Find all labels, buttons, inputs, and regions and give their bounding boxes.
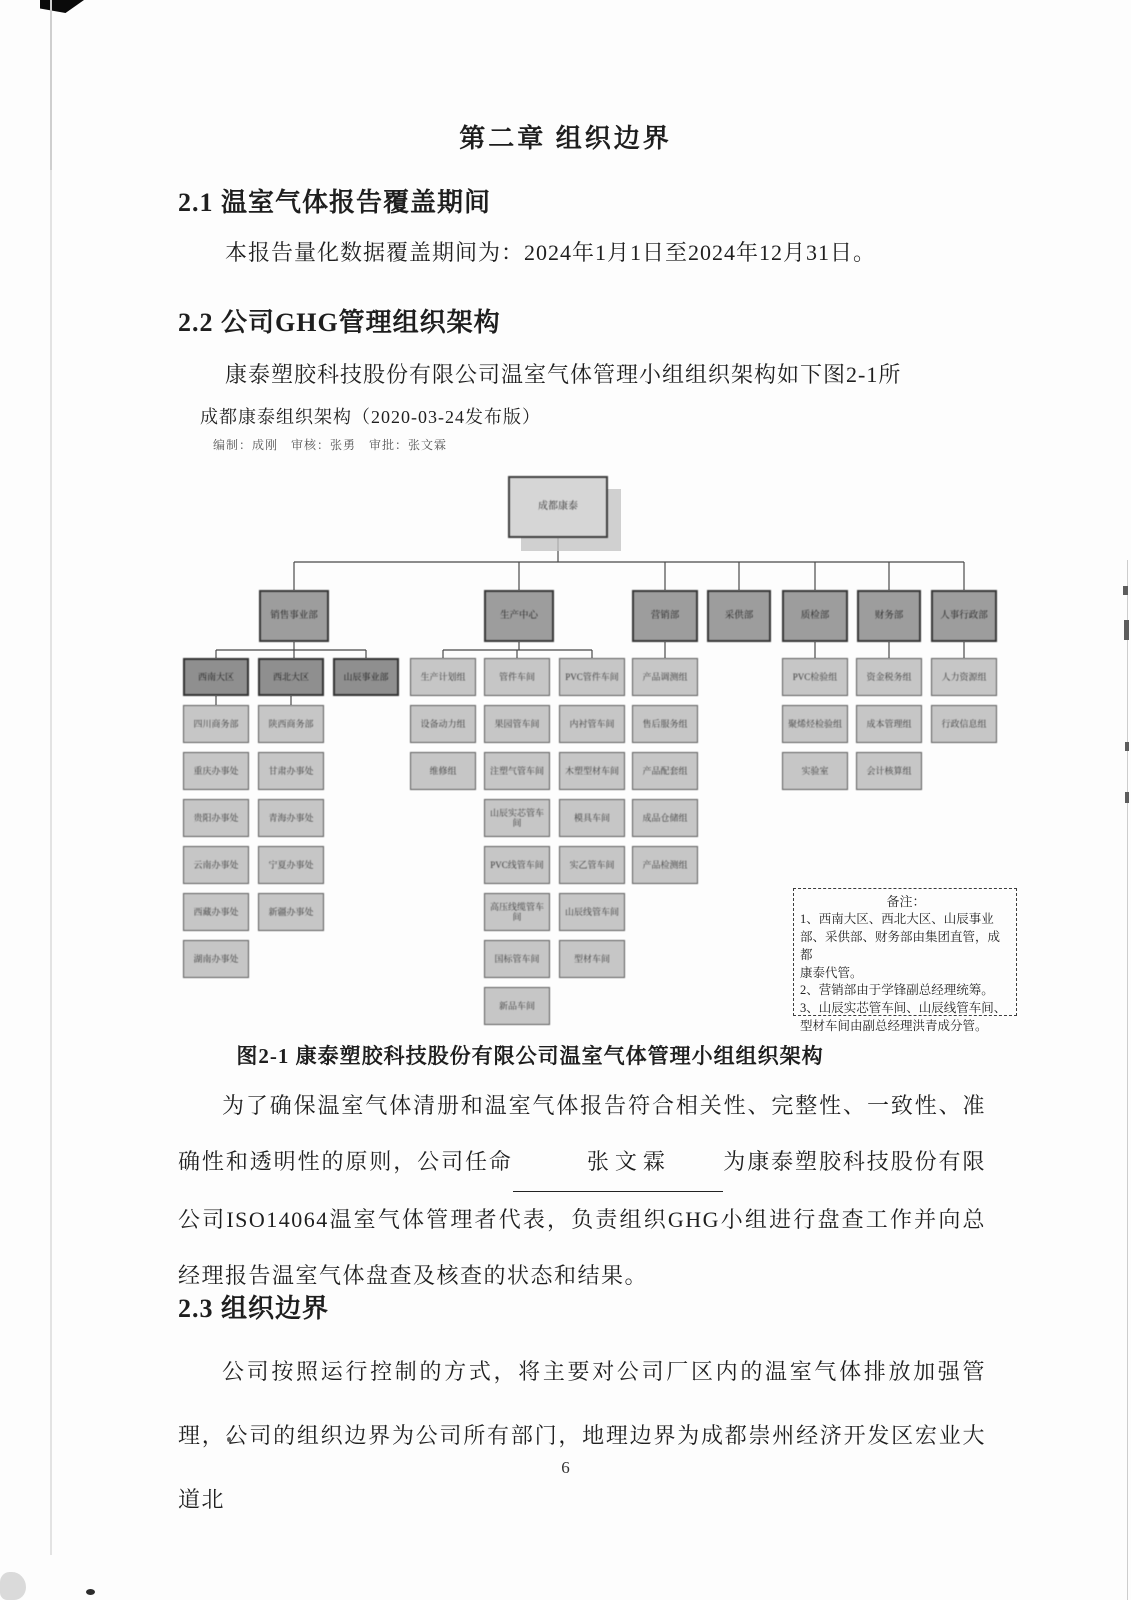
org-box: 实乙管车间 xyxy=(559,846,625,884)
note-line: 型材车间由副总经理洪青成分管。 xyxy=(800,1018,988,1033)
org-box: 成品仓储组 xyxy=(632,799,698,837)
section-2-2-paragraph xyxy=(178,1078,986,1304)
org-box-level2: 生产中心 xyxy=(484,590,554,642)
org-box: 型材车间 xyxy=(559,940,625,978)
paragraph-text-before: 为了确保温室气体清册和温室气体报告符合相关性、完整性、一致性、准确性和透明性的原则，公司任命 xyxy=(178,1093,986,1174)
org-box: 产品配套组 xyxy=(632,752,698,790)
org-box: 山辰实芯管车间 xyxy=(484,799,550,837)
org-box-level2: 质检部 xyxy=(782,590,848,642)
section-2-1-heading: 2.1 温室气体报告覆盖期间 xyxy=(178,188,492,217)
org-box: 新疆办事处 xyxy=(258,893,324,931)
section-2-1-body: 本报告量化数据覆盖期间为：2024年1月1日至2024年12月31日。 xyxy=(225,240,877,265)
note-line: 部、采供部、财务部由集团直管，成都 xyxy=(800,930,1001,962)
scan-bottom-dot xyxy=(86,1589,95,1595)
org-box: 陕西商务部 xyxy=(258,705,324,743)
org-box: 成本管理组 xyxy=(856,705,922,743)
org-box: 宁夏办事处 xyxy=(258,846,324,884)
org-box: 新品车间 xyxy=(484,987,550,1025)
org-box: 湖南办事处 xyxy=(183,940,249,978)
org-box: 产品检测组 xyxy=(632,846,698,884)
org-chart-note xyxy=(793,888,1017,1033)
note-line: 1、西南大区、西北大区、山辰事业 xyxy=(800,912,994,927)
org-box: PVC线管车间 xyxy=(484,846,550,884)
org-chart-title: 成都康泰组织架构（2020-03-24发布版） xyxy=(200,407,541,427)
org-box: 行政信息组 xyxy=(931,705,997,743)
org-box: 聚烯烃检验组 xyxy=(782,705,848,743)
org-box: 生产计划组 xyxy=(410,658,476,696)
org-box: 甘肃办事处 xyxy=(258,752,324,790)
org-box: 管件车间 xyxy=(484,658,550,696)
paragraph-text-after: 为康泰塑胶科技股份有限公司ISO14064温室气体管理者代表，负责组织GHG小组进行盘查工作并向总经理报告温室气体盘查及核查的状态和结果。 xyxy=(178,1149,986,1288)
org-box: PVC检验组 xyxy=(782,658,848,696)
org-box: 木塑型材车间 xyxy=(559,752,625,790)
org-box: 资金税务组 xyxy=(856,658,922,696)
org-box: 售后服务组 xyxy=(632,705,698,743)
org-box: 内衬管车间 xyxy=(559,705,625,743)
org-box: 设备动力组 xyxy=(410,705,476,743)
org-box-level2: 采供部 xyxy=(707,590,771,642)
org-box: 产品调测组 xyxy=(632,658,698,696)
org-box: 果园管车间 xyxy=(484,705,550,743)
org-box-level2: 营销部 xyxy=(632,590,698,642)
org-box: 会计核算组 xyxy=(856,752,922,790)
note-title: 备注： xyxy=(886,894,926,909)
org-box: 模具车间 xyxy=(559,799,625,837)
figure-caption: 图2-1 康泰塑胶科技股份有限公司温室气体管理小组组织架构 xyxy=(236,1044,824,1068)
note-line: 康泰代管。 xyxy=(800,965,863,980)
org-box: 贵阳办事处 xyxy=(183,799,249,837)
org-box: PVC管件车间 xyxy=(559,658,625,696)
org-box: 人力资源组 xyxy=(931,658,997,696)
org-box: 维修组 xyxy=(410,752,476,790)
chapter-title: 第二章 组织边界 xyxy=(459,124,672,153)
org-box: 青海办事处 xyxy=(258,799,324,837)
org-box-root: 成都康泰 xyxy=(508,476,608,538)
org-box: 山辰事业部 xyxy=(333,658,399,696)
section-2-3-body: 公司按照运行控制的方式，将主要对公司厂区内的温室气体排放加强管理，公司的组织边界为公司所有部门，地理边界为成都崇州经济开发区宏业大道北 xyxy=(178,1359,986,1512)
org-box: 四川商务部 xyxy=(183,705,249,743)
org-box: 山辰线管车间 xyxy=(559,893,625,931)
org-chart xyxy=(0,460,1131,1033)
scan-corner-mark xyxy=(40,0,84,13)
org-box: 实验室 xyxy=(782,752,848,790)
org-box-level2: 人事行政部 xyxy=(931,590,997,642)
org-box: 云南办事处 xyxy=(183,846,249,884)
section-2-3-heading: 2.3 组织边界 xyxy=(178,1294,330,1323)
org-box-level2: 销售事业部 xyxy=(259,590,329,642)
org-box: 注塑气管车间 xyxy=(484,752,550,790)
scan-bottom-smudge xyxy=(0,1572,26,1600)
org-box: 高压线缆管车间 xyxy=(484,893,550,931)
appointed-name: 张文霖 xyxy=(513,1134,723,1192)
org-box: 西南大区 xyxy=(183,658,249,696)
page-number: 6 xyxy=(561,1458,570,1477)
org-chart-meta: 编制：成刚 审核：张勇 审批：张文霖 xyxy=(213,438,448,452)
note-line: 2、营销部由于学锋副总经理统筹。 xyxy=(800,983,994,998)
section-2-2-intro: 康泰塑胶科技股份有限公司温室气体管理小组组织架构如下图2-1所 xyxy=(225,362,902,387)
org-box: 重庆办事处 xyxy=(183,752,249,790)
org-box: 西北大区 xyxy=(258,658,324,696)
org-box-level2: 财务部 xyxy=(857,590,921,642)
org-box: 西藏办事处 xyxy=(183,893,249,931)
section-2-2-heading: 2.2 公司GHG管理组织架构 xyxy=(178,308,501,337)
org-box: 国标管车间 xyxy=(484,940,550,978)
note-line: 3、山辰实芯管车间、山辰线管车间、 xyxy=(800,1001,1007,1016)
